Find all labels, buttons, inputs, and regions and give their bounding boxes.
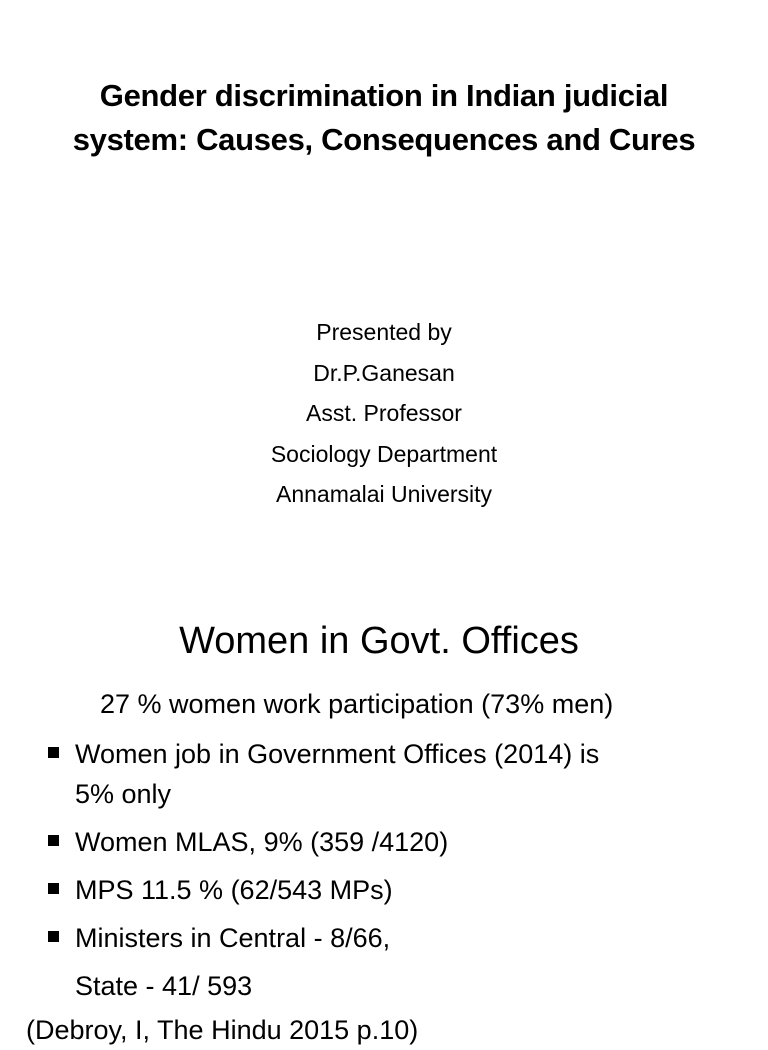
- presenter-department: Sociology Department: [270, 440, 498, 467]
- slide-title: Women in Govt. Offices: [179, 620, 579, 662]
- presentation-title: [30, 74, 738, 162]
- bullet-item: [48, 918, 748, 1006]
- title-line-1: Gender discrimination in Indian judicial: [99, 78, 669, 113]
- square-bullet-icon: [48, 747, 59, 758]
- content-slide: [0, 580, 768, 1045]
- bullet-item: [48, 870, 748, 910]
- square-bullet-icon: [48, 883, 59, 894]
- presenter-designation: Asst. Professor: [306, 400, 462, 426]
- presenter-block: [0, 312, 768, 515]
- source-citation: (Debroy, I, The Hindu 2015 p.10): [26, 1015, 419, 1045]
- bullet-text-line-1: MPS 11.5 % (62/543 MPs): [75, 875, 393, 905]
- bullet-text-line-2: 5% only: [75, 779, 172, 809]
- title-line-2: system: Causes, Consequences and Cures: [72, 122, 696, 157]
- bullet-list: [48, 734, 748, 1014]
- square-bullet-icon: [48, 835, 59, 846]
- bullet-item: [48, 822, 748, 862]
- bullet-text-line-1: Ministers in Central - 8/66,: [75, 923, 391, 953]
- bullet-text-line-1: Women job in Government Offices (2014) is: [75, 739, 600, 769]
- bullet-text-line-1: Women MLAS, 9% (359 /4120): [75, 827, 449, 857]
- intro-statement: 27 % women work participation (73% men): [100, 689, 614, 719]
- bullet-text-line-2: State - 41/ 593: [75, 971, 253, 1001]
- presenter-university: Annamalai University: [275, 481, 493, 507]
- square-bullet-icon: [48, 931, 59, 942]
- presented-by-label: Presented by: [316, 319, 452, 345]
- bullet-item: [48, 734, 748, 814]
- presenter-name: Dr.P.Ganesan: [313, 359, 455, 386]
